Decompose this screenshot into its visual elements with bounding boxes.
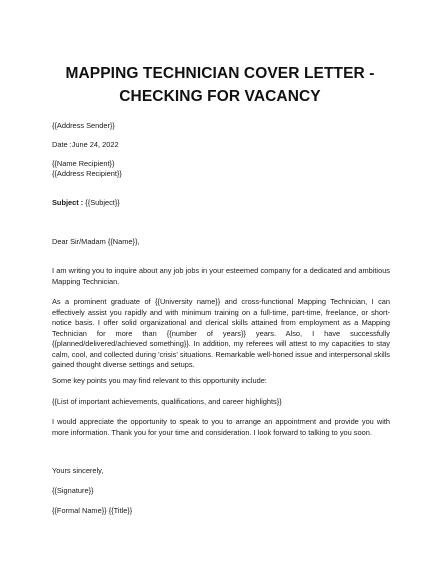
signature: {{Signature}} [52, 486, 94, 495]
letter-date: Date :June 24, 2022 [52, 140, 119, 149]
closing: Yours sincerely, [52, 466, 104, 475]
salutation: Dear Sir/Madam {{Name}}, [52, 237, 140, 246]
title-line-1: MAPPING TECHNICIAN COVER LETTER - [65, 65, 375, 82]
subject-line [52, 198, 120, 208]
paragraph-qualifications: As a prominent graduate of {{University name}} and cross-functional Mapping Technician, I can effectively assist you rapidly and with minimum training on a full-time, part-time, freelance, or short-notice basis. I offer solid organizational and clerical skills attained from employment as a Mapping Technician for more than {{number of years}} years. Also, I have successfully {{planned/delivered/achieved something}}. In addition, my referees will attest to my capacities to stay calm, cool, and collected during 'crisis' situations. Remarkable well-honed issue and interpersonal skills gained thought diverse settings and setups. [52, 297, 390, 369]
address-sender: {{Address Sender}} [52, 121, 115, 130]
document-title [40, 62, 400, 108]
address-recipient: {{Address Recipient}} [52, 169, 122, 178]
formal-name: {{Formal Name}} {{Title}} [52, 506, 133, 515]
title-line-2: CHECKING FOR VACANCY [119, 88, 321, 105]
paragraph-closing-request: I would appreciate the opportunity to speak to you to arrange an appointment and provide you with more information. Thank you for your time and consideration. I look forward to talking to you soon. [52, 417, 390, 437]
paragraph-key-points: Some key points you may find relevant to this opportunity include: [52, 376, 267, 385]
paragraph-achievements: {{List of important achievements, qualifications, and career highlights}} [52, 397, 282, 406]
name-recipient: {{Name Recipient}} [52, 159, 115, 168]
paragraph-intro: I am writing you to inquire about any job jobs in your esteemed company for a dedicated and ambitious Mapping Technician. [52, 266, 390, 286]
subject-label: Subject : [52, 198, 84, 207]
subject-value: {{Subject}} [83, 198, 120, 207]
